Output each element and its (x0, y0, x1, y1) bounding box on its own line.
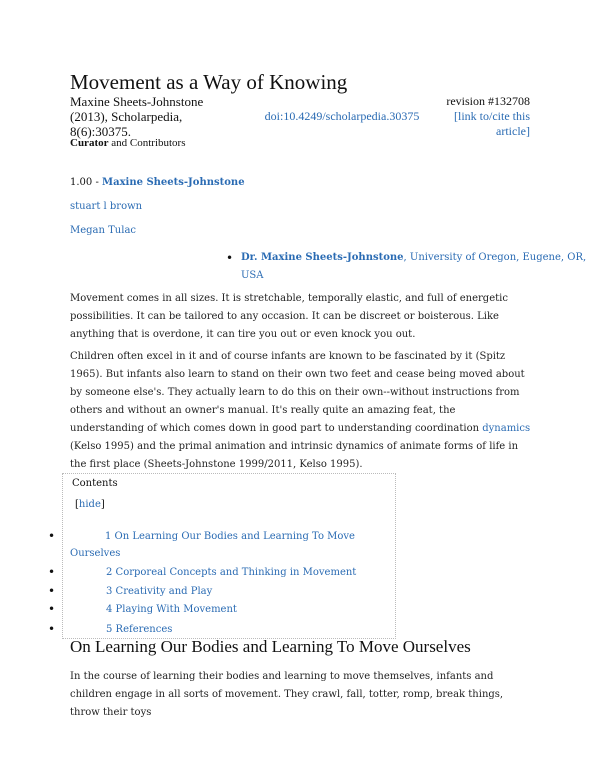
contributor-link-2[interactable]: Megan Tulac (70, 225, 137, 236)
curator-heading (70, 137, 186, 149)
toc-bullet-icon: • (48, 622, 56, 636)
article-title: Movement as a Way of Knowing (70, 70, 348, 94)
toc-item-2[interactable]: 2 Corporeal Concepts and Thinking in Movement (106, 567, 357, 578)
toc-hide-link[interactable]: hide (78, 499, 101, 510)
revision-block (418, 94, 530, 139)
toc-hide-control (75, 499, 105, 510)
toc-item-1[interactable]: 1 On Learning Our Bodies and Learning To Move Ourselves (70, 531, 355, 559)
curator-label: Curator (70, 137, 109, 149)
toc-item-4[interactable]: 4 Playing With Movement (106, 604, 237, 615)
version-number: 1.00 - (70, 177, 99, 188)
section-heading: On Learning Our Bodies and Learning To Move Ourselves (70, 637, 471, 656)
author-item (226, 249, 600, 285)
citation: Maxine Sheets-Johnstone (2013), Scholarpedia, 8(6):30375. (70, 94, 204, 139)
contributor-link-1[interactable]: stuart l brown (70, 201, 143, 212)
toc-title: Contents (72, 478, 118, 489)
curator-version (70, 177, 245, 188)
dynamics-link[interactable]: dynamics (482, 423, 531, 434)
curator-name-link[interactable]: Maxine Sheets-Johnstone (102, 177, 245, 188)
toc-item-3[interactable]: 3 Creativity and Play (106, 586, 213, 597)
paragraph-3: In the course of learning their bodies and learning to move themselves, infants and children engage in all sorts of movement. They crawl, fall, totter, romp, break things, throw their toys (70, 671, 504, 718)
contributors-label: and Contributors (111, 137, 186, 149)
cite-link[interactable]: [link to/cite this article] (454, 109, 530, 138)
paragraph-1: Movement comes in all sizes. It is stretchable, temporally elastic, and full of energetic possibilities. It can be tailored to any occasion. It can be discreet or boisterous. Like anything that is overdone, it can tire you out or even knock you out. (70, 293, 508, 340)
paragraph-2-text-a: Children often excel in it and of course infants are known to be fascinated by it (Spitz 1965). But infants also learn to stand on their own two feet and cease being moved about by someone else's. They actually learn to do this on their own--without instructions from others and without an owner's manual. It's really quite an amazing feat, the understanding of which comes down in good part to understanding coordination (70, 351, 525, 434)
author-name-link[interactable]: Dr. Maxine Sheets-Johnstone (241, 252, 404, 263)
toc-bullet-icon: • (48, 602, 56, 616)
author-list (226, 249, 600, 285)
toc-hide-close: ] (100, 499, 105, 510)
doi-link[interactable]: doi:10.4249/scholarpedia.30375 (264, 109, 420, 123)
revision-number: revision #132708 (446, 94, 530, 108)
paragraph-2 (70, 348, 532, 474)
author-affiliation: , University of Oregon, Eugene, OR, USA (241, 252, 587, 281)
toc-item-5[interactable]: 5 References (106, 624, 173, 635)
toc-bullet-icon: • (48, 584, 56, 598)
toc-bullet-icon: • (48, 529, 56, 543)
paragraph-2-text-b: (Kelso 1995) and the primal animation and intrinsic dynamics of animate forms of life in the first place (Sheets-Johnstone 1999/2011, Kelso 1995). (70, 441, 519, 470)
toc-hide-open: [ (75, 499, 79, 510)
toc-bullet-icon: • (48, 565, 56, 579)
